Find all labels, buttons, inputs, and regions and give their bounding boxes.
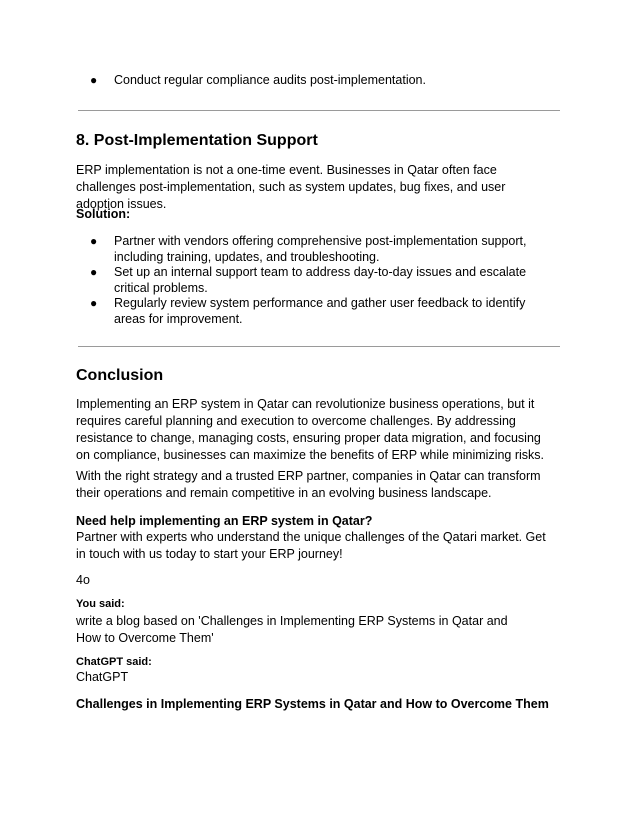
conclusion-paragraph-1: Implementing an ERP system in Qatar can revolutionize business operations, but it requires careful planning and execution to overcome challenges. By addressing resistance to change, managing costs, ensuring proper data migration, and focusing on compliance, businesses can maximize the benefits of ERP while minimizing risks.	[76, 397, 545, 462]
list-item: ● Conduct regular compliance audits post-implementation.	[90, 73, 426, 87]
bullet-icon: ●	[90, 234, 98, 248]
conclusion-paragraph-2: With the right strategy and a trusted ERP partner, companies in Qatar can transform their operations and remain competitive in an evolving business landscape.	[76, 469, 541, 500]
section-paragraph: ERP implementation is not a one-time event. Businesses in Qatar often face challenges post-implementation, such as system updates, bug fixes, and user adoption issues.	[76, 163, 506, 211]
you-said-label: You said:	[76, 598, 125, 610]
solution-bullet-list	[76, 234, 554, 328]
list-item: ● Set up an internal support team to address day-to-day issues and escalate critical problems.	[90, 265, 527, 295]
model-label: 4o	[76, 573, 90, 587]
solution-label: Solution:	[76, 207, 131, 221]
cta-heading: Need help implementing an ERP system in Qatar?	[76, 514, 373, 528]
chatgpt-said-label: ChatGPT said:	[76, 656, 152, 668]
section-heading: 8. Post-Implementation Support	[76, 132, 318, 149]
list-item: ● Partner with vendors offering comprehensive post-implementation support, including training, updates, and troubleshooting.	[90, 234, 527, 264]
divider	[78, 346, 560, 347]
user-message: write a blog based on 'Challenges in Implementing ERP Systems in Qatar and How to Overcome Them'	[76, 614, 508, 645]
bullet-icon: ●	[90, 265, 98, 280]
chatgpt-name: ChatGPT	[76, 670, 129, 684]
bullet-icon: ●	[90, 296, 98, 311]
blog-title: Challenges in Implementing ERP Systems in Qatar and How to Overcome Them	[76, 697, 549, 711]
conclusion-heading: Conclusion	[76, 367, 164, 384]
bullet-icon: ●	[90, 73, 98, 87]
divider	[78, 110, 560, 111]
cta-text: Partner with experts who understand the unique challenges of the Qatari market. Get in touch with us today to start your ERP journey!	[76, 530, 546, 561]
list-item: ● Regularly review system performance and gather user feedback to identify areas for improvement.	[90, 296, 526, 326]
top-bullet-list	[76, 73, 566, 89]
